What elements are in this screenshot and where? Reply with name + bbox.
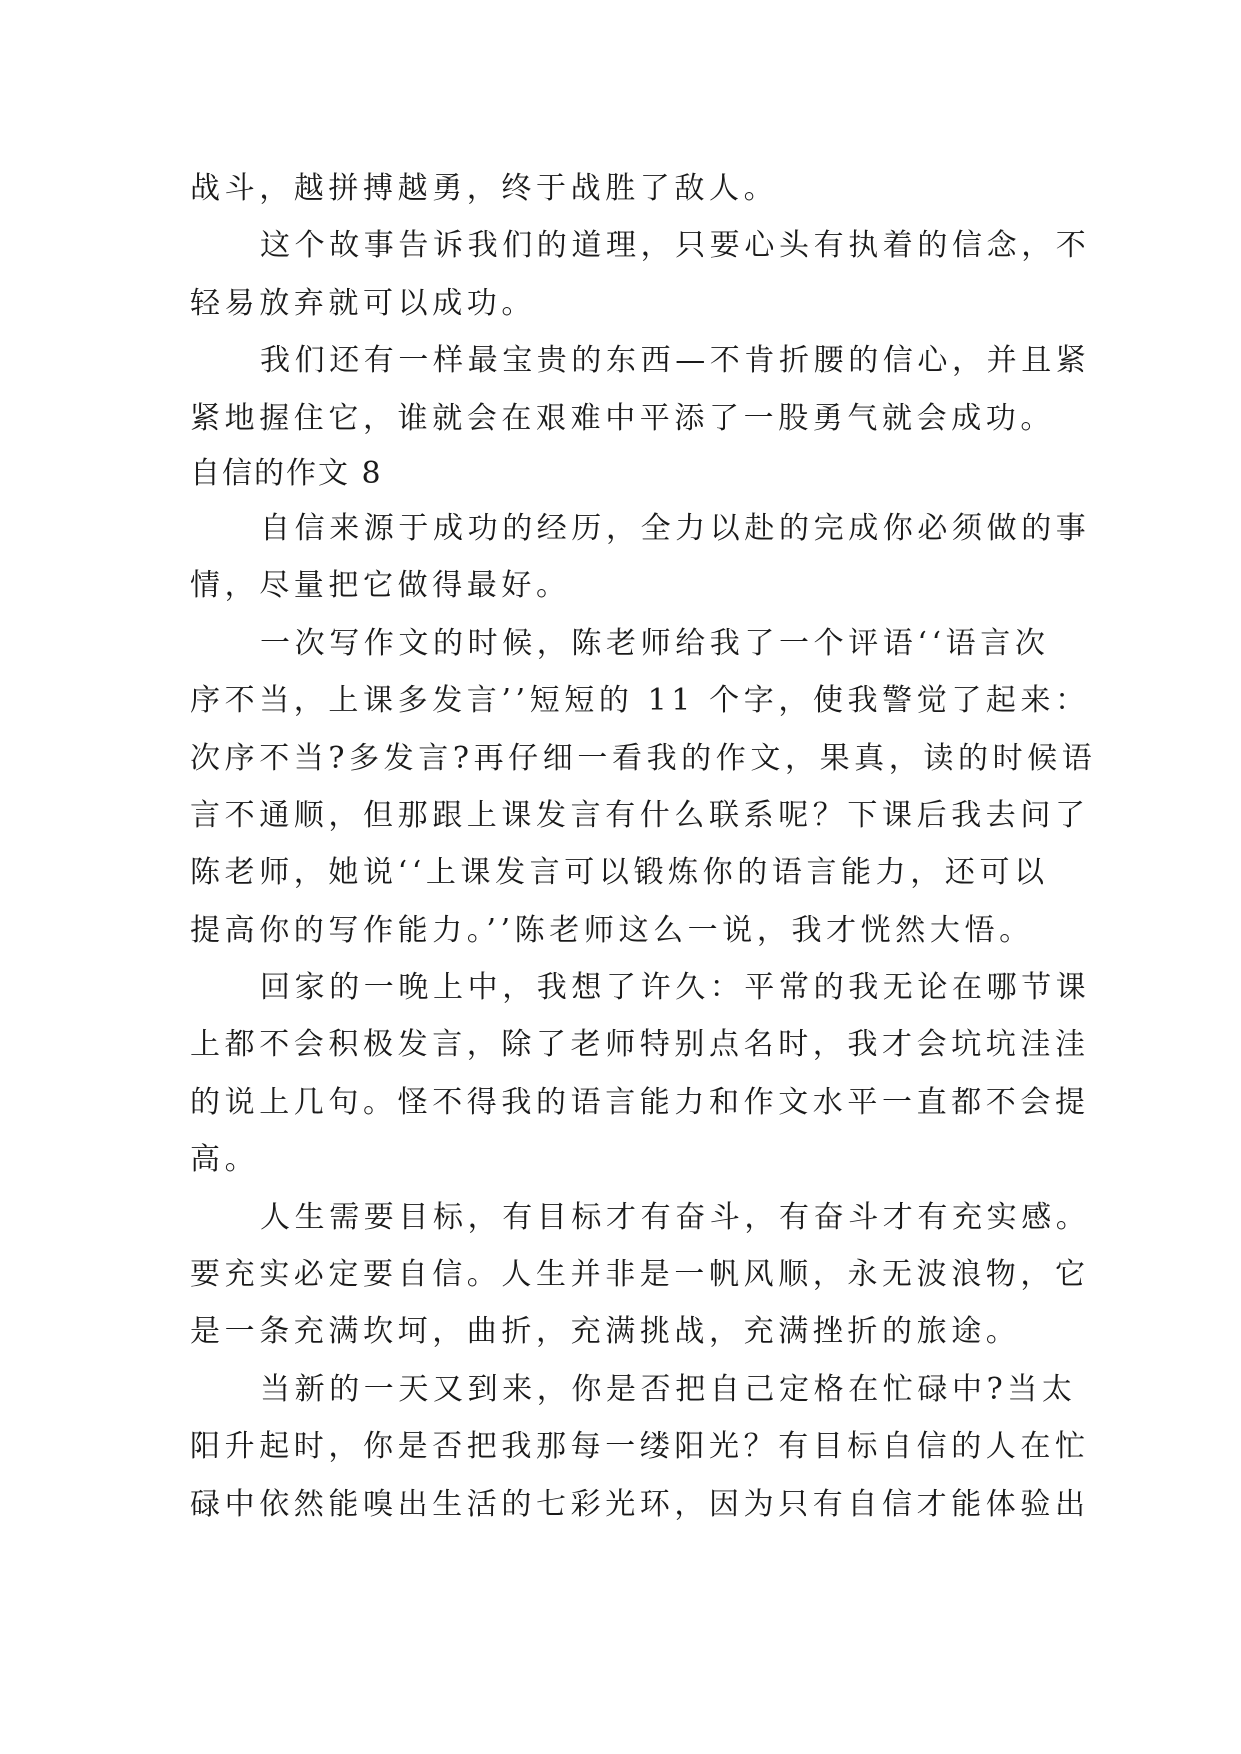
document-body (190, 160, 1097, 1533)
text-line: 上都不会积极发言，除了老师特别点名时，我才会坑坑洼洼 (190, 1027, 1090, 1063)
section-heading: 自信的作文 8 (190, 455, 383, 491)
text-line: 当新的一天又到来，你是否把自己定格在忙碌中?当太 (260, 1371, 1077, 1407)
text-line: 言不通顺，但那跟上课发言有什么联系呢？下课后我去问了 (190, 797, 1090, 833)
text-line: 提高你的写作能力。’’陈老师这么一说，我才恍然大悟。 (190, 912, 1034, 948)
text-line: 要充实必定要自信。人生并非是一帆风顺，永无波浪物，它 (190, 1257, 1090, 1293)
text-line: 紧地握住它，谁就会在艰难中平添了一股勇气就会成功。 (190, 400, 1055, 436)
text-line: 碌中依然能嗅出生活的七彩光环，因为只有自信才能体验出 (190, 1486, 1090, 1522)
text-line: 的说上几句。怪不得我的语言能力和作文水平一直都不会提 (190, 1084, 1090, 1120)
text-line: 序不当，上课多发言’’短短的 11 个字，使我警觉了起来： (190, 683, 1090, 719)
text-line: 轻易放弃就可以成功。 (190, 285, 536, 321)
text-line: 我们还有一样最宝贵的东西—不肯折腰的信心，并且紧 (260, 343, 1091, 379)
text-line: 自信来源于成功的经历，全力以赴的完成你必须做的事 (260, 510, 1091, 546)
text-line: 陈老师，她说‘‘上课发言可以锻炼你的语言能力，还可以 (190, 855, 1049, 891)
text-line: 高。 (190, 1142, 260, 1178)
text-line: 战斗，越拼搏越勇，终于战胜了敌人。 (190, 171, 779, 206)
text-line: 阳升起时，你是否把我那每一缕阳光？有目标自信的人在忙 (190, 1429, 1090, 1465)
text-line: 情，尽量把它做得最好。 (190, 568, 571, 604)
text-line: 这个故事告诉我们的道理，只要心头有执着的信念，不 (260, 228, 1091, 264)
text-line: 回家的一晚上中，我想了许久：平常的我无论在哪节课 (260, 970, 1091, 1006)
text-line: 一次写作文的时候，陈老师给我了一个评语‘‘语言次 (260, 625, 1050, 661)
text-line: 是一条充满坎坷，曲折，充满挑战，充满挫折的旅途。 (190, 1314, 1021, 1350)
text-line: 次序不当?多发言?再仔细一看我的作文，果真，读的时候语 (190, 740, 1097, 776)
text-line: 人生需要目标，有目标才有奋斗，有奋斗才有充实感。 (260, 1199, 1091, 1235)
